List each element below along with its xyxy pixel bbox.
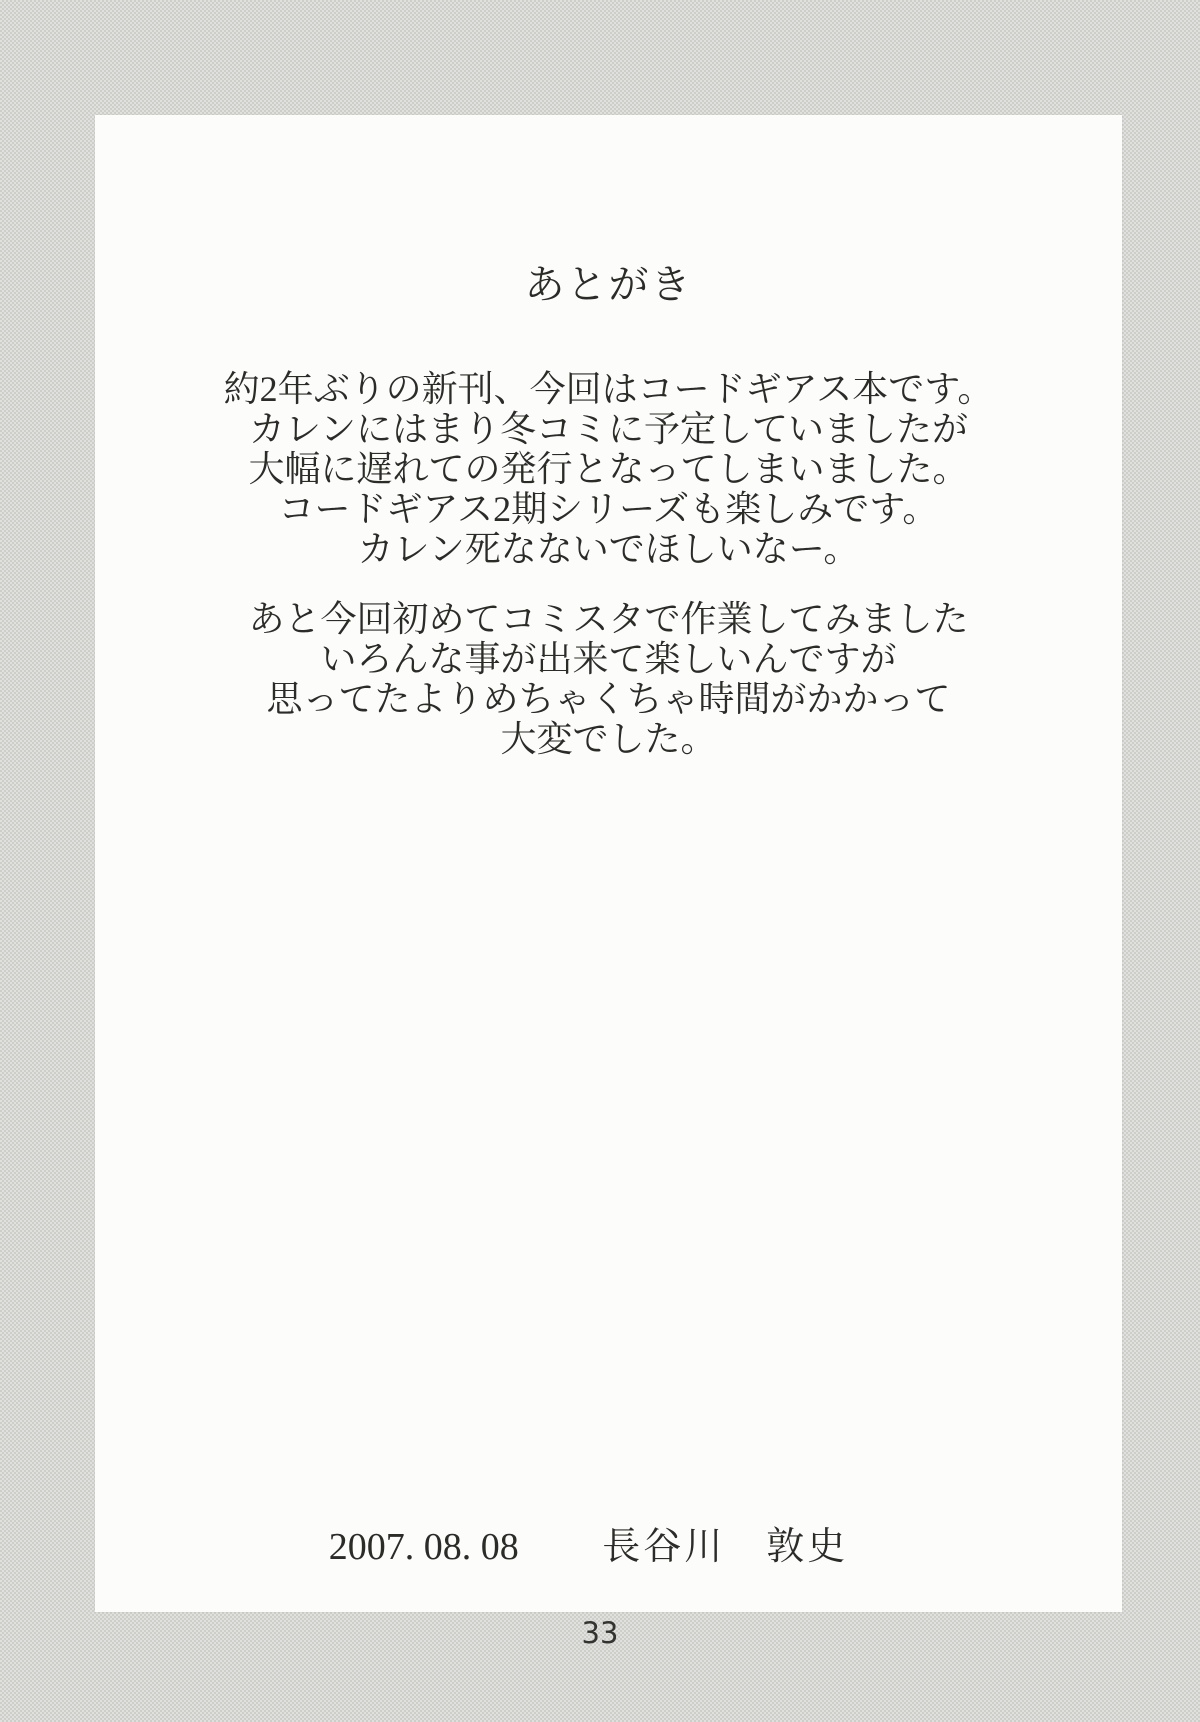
body-line: 約2年ぶりの新刊、今回はコードギアス本です。 (223, 369, 994, 409)
body-line: カレンにはまり冬コミに予定していましたが (248, 409, 969, 449)
body-line: コードギアス2期シリーズも楽しみです。 (278, 489, 939, 529)
body-line: 思ってたよりめちゃくちゃ時間がかかって (266, 679, 951, 719)
paragraph-1 (95, 369, 1122, 569)
paragraph-2 (95, 599, 1122, 759)
body-line: 大変でした。 (500, 719, 717, 759)
author-name: 長谷川 敦史 (602, 1526, 849, 1568)
afterword-paper-page (95, 115, 1122, 1612)
body-line: あと今回初めてコミスタで作業してみました (248, 599, 969, 639)
afterword-title: あとがき (524, 262, 693, 307)
body-line: 大幅に遅れての発行となってしまいました。 (248, 449, 969, 489)
body-line: カレン死なないでほしいなー。 (357, 529, 860, 569)
page-number: 33 (581, 1616, 619, 1650)
publication-date: 2007. 08. 08 (328, 1526, 519, 1568)
body-line: いろんな事が出来て楽しいんですが (320, 639, 897, 679)
colophon-line (95, 1515, 1122, 1570)
